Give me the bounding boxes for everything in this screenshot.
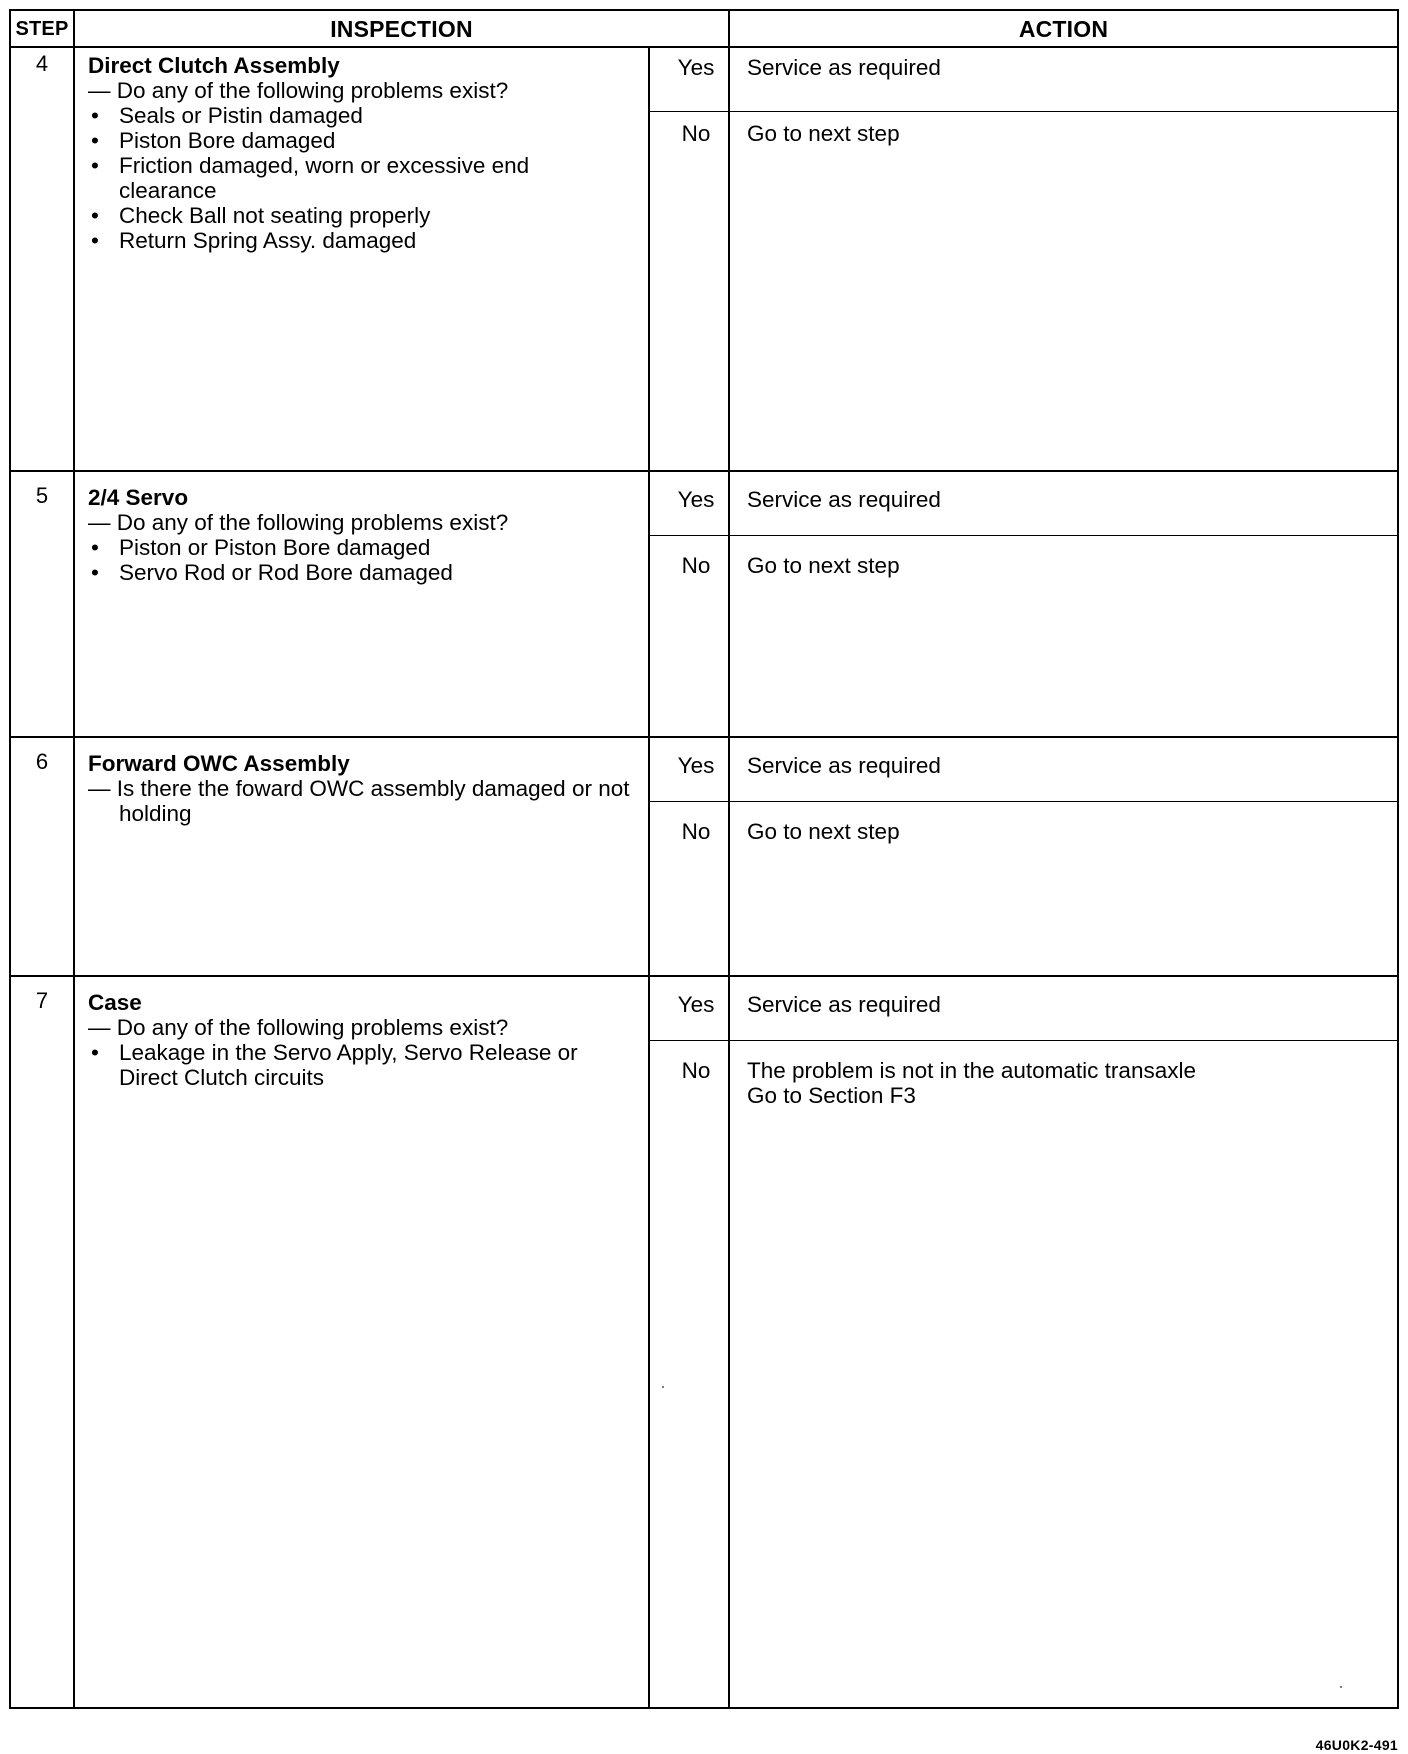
list-item: • Servo Rod or Rod Bore damaged <box>91 560 453 585</box>
no-label: No <box>681 819 711 844</box>
no-label: No <box>681 1058 711 1083</box>
inspection-question: — Do any of the following problems exist? <box>88 1015 509 1040</box>
inspection-yn-divider <box>648 48 650 1707</box>
bullet-icon: • <box>91 153 99 178</box>
bullet-icon: • <box>91 560 99 585</box>
yes-no-divider-7 <box>648 1040 1397 1041</box>
step-number: 4 <box>35 51 49 76</box>
inspection-question: — Do any of the following problems exist? <box>88 78 509 103</box>
yes-no-divider-6 <box>648 801 1397 802</box>
yes-action: Service as required <box>747 992 941 1017</box>
no-action: Go to next step <box>747 819 900 844</box>
inspection-cell <box>88 53 648 253</box>
yes-label: Yes <box>677 753 715 778</box>
list-item: • Leakage in the Servo Apply, Servo Release or Direct Clutch circuits <box>91 1040 578 1090</box>
step-number: 6 <box>35 749 49 774</box>
bullet-icon: • <box>91 535 99 560</box>
inspection-question: — Is there the foward OWC assembly damaged or not holding <box>88 776 630 826</box>
bullet-icon: • <box>91 228 99 253</box>
bullet-icon: • <box>91 128 99 153</box>
inspection-title: 2/4 Servo <box>88 485 189 510</box>
bullet-icon: • <box>91 103 99 128</box>
list-item: • Check Ball not seating properly <box>91 203 431 228</box>
figure-code: 46U0K2-491 <box>1315 1737 1398 1753</box>
inspection-title: Direct Clutch Assembly <box>88 53 340 78</box>
yes-action: Service as required <box>747 487 941 512</box>
bullet-icon: • <box>91 1040 99 1065</box>
yes-label: Yes <box>677 487 715 512</box>
list-item: • Friction damaged, worn or excessive end clearance <box>91 153 530 203</box>
yes-no-divider-4 <box>648 111 1397 112</box>
bullet-icon: • <box>91 203 99 228</box>
problem-list <box>88 103 648 253</box>
no-label: No <box>681 553 711 578</box>
list-item: • Seals or Pistin damaged <box>91 103 363 128</box>
row-divider-6-7 <box>11 975 1397 977</box>
row-divider-5-6 <box>11 736 1397 738</box>
step-number: 7 <box>35 988 49 1013</box>
step-column-divider <box>73 11 75 1707</box>
scan-speck <box>662 1386 664 1388</box>
yn-action-divider <box>728 11 730 1707</box>
list-item: • Piston or Piston Bore damaged <box>91 535 431 560</box>
list-item: • Piston Bore damaged <box>91 128 336 153</box>
no-action: Go to next step <box>747 121 900 146</box>
row-divider-4-5 <box>11 470 1397 472</box>
yes-action: Service as required <box>747 55 941 80</box>
header-inspection: INSPECTION <box>330 16 473 42</box>
inspection-question: — Do any of the following problems exist? <box>88 510 509 535</box>
no-label: No <box>681 121 711 146</box>
yes-no-divider-5 <box>648 535 1397 536</box>
yes-label: Yes <box>677 992 715 1017</box>
inspection-cell <box>88 751 648 826</box>
list-item: • Return Spring Assy. damaged <box>91 228 417 253</box>
inspection-title: Case <box>88 990 142 1015</box>
no-action: The problem is not in the automatic transaxle Go to Section F3 <box>747 1058 1196 1108</box>
inspection-title: Forward OWC Assembly <box>88 751 350 776</box>
inspection-cell <box>88 990 648 1090</box>
problem-list <box>88 1040 648 1090</box>
problem-list <box>88 535 648 585</box>
yes-action: Service as required <box>747 753 941 778</box>
diagnosis-table <box>9 9 1399 1709</box>
scan-speck <box>1340 1686 1342 1688</box>
header-action: ACTION <box>1018 16 1109 42</box>
header-step: STEP <box>15 18 69 40</box>
inspection-cell <box>88 485 648 585</box>
no-action: Go to next step <box>747 553 900 578</box>
step-number: 5 <box>35 483 49 508</box>
yes-label: Yes <box>677 55 715 80</box>
